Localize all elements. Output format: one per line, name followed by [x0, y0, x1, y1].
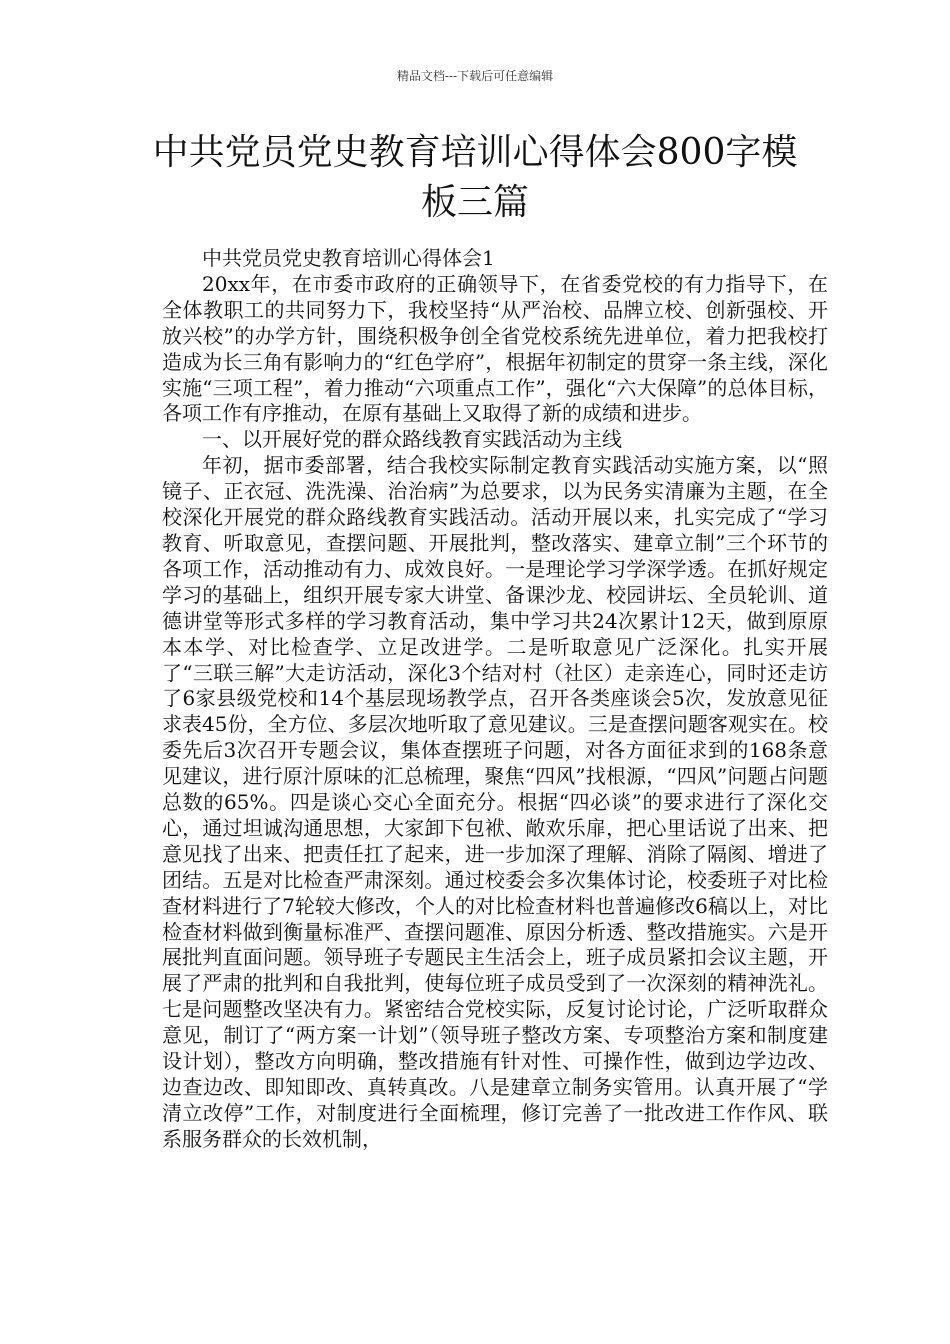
- section-heading: 中共党员党史教育培训心得体会1: [202, 246, 495, 270]
- header-note: 精品文档---下载后可任意编辑: [396, 69, 554, 83]
- document-body: [162, 246, 828, 1153]
- paragraph: 20xx年，在市委市政府的正确领导下，在省委党校的有力指导下，在全体教职工的共同努力下，我校坚持“从严治校、品牌立校、创新强校、开放兴校”的办学方针，围绕积极争创全省党校系统先进单位，着力把我校打造成为长三角有影响力的“红色学府”，根据年初制定的贯穿一条主线，深化实施“三项工程”，着力推动“六项重点工作”，强化“六大保障”的总体目标，各项工作有序推动，在原有基础上又取得了新的成绩和进步。: [162, 271, 828, 426]
- subsection-heading: 一、以开展好党的群众路线教育实践活动为主线: [202, 427, 622, 452]
- paragraph: 年初，据市委部署，结合我校实际制定教育实践活动实施方案，以“照镜子、正衣冠、洗洗澡、治治病”为总要求，以为民务实清廉为主题，在全校深化开展党的群众路线教育实践活动。活动开展以来，扎实完成了“学习教育、听取意见，查摆问题、开展批判，整改落实、建章立制”三个环节的各项工作，活动推动有力、成效良好。一是理论学习学深学透。在抓好规定学习的基础上，组织开展专家大讲堂、备课沙龙、校园讲坛、全员轮训、道德讲堂等形式多样的学习教育活动，集中学习共24次累计12天，做到原原本本学、对比检查学、立足改进学。二是听取意见广泛深化。扎实开展了“三联三解”大走访活动，深化3个结对村（社区）走亲连心，同时还走访了6家县级党校和14个基层现场教学点，召开各类座谈会5次，发放意见征求表45份，全方位、多层次地听取了意见建议。三是查摆问题客观实在。校委先后3次召开专题会议，集体查摆班子问题，对各方面征求到的168条意见建议，进行原汁原味的汇总梳理，聚焦“四风”找根源，“四风”问题占问题总数的65%。四是谈心交心全面充分。根据“四必谈”的要求进行了深化交心，通过坦诚沟通思想，大家卸下包袱、敞欢乐扉，把心里话说了出来、把意见找了出来、把责任扛了起来，进一步加深了理解、消除了隔阂、增进了团结。五是对比检查严肃深刻。通过校委会多次集体讨论，校委班子对比检查材料进行了7轮较大修改，个人的对比检查材料也普遍修改6稿以上，对比检查材料做到衡量标准严、查摆问题准、原因分析透、整改措施实。六是开展批判直面问题。领导班子专题民主生活会上，班子成员紧扣会议主题，开展了严肃的批判和自我批判，使每位班子成员受到了一次深刻的精神洗礼。七是问题整改坚决有力。紧密结合党校实际，反复讨论讨论，广泛听取群众意见，制订了“两方案一计划”（领导班子整改方案、专项整治方案和制度建设计划），整改方向明确，整改措施有针对性、可操作性，做到边学边改、边查边改、即知即改、真转真改。八是建章立制务实管用。认真开展了“学清立改停”工作，对制度进行全面梳理，修订完善了一批改进工作作风、联系服务群众的长效机制，: [162, 453, 828, 1151]
- document-title: 中共党员党史教育培训心得体会800字模板三篇: [152, 132, 798, 223]
